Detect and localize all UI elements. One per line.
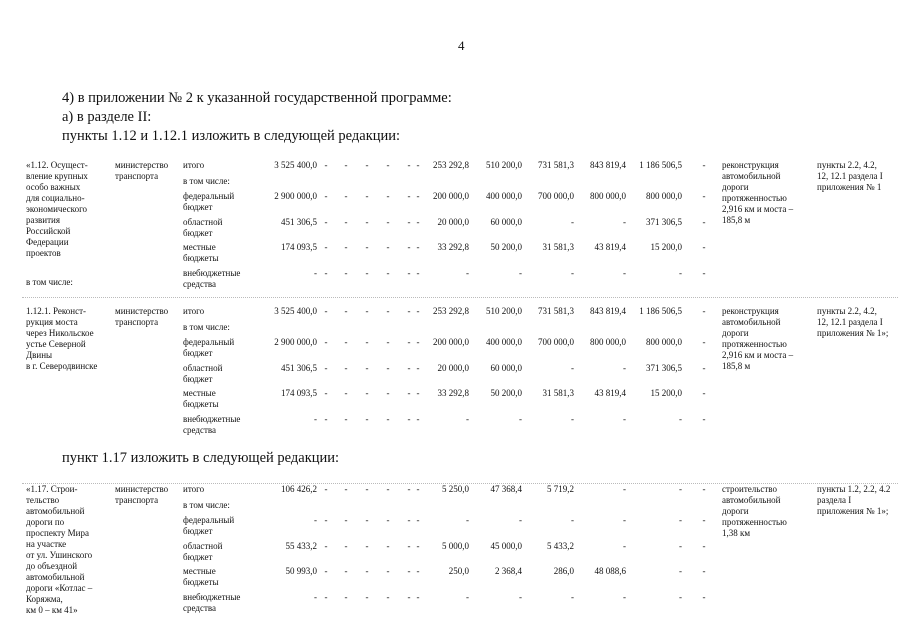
table-cell: 250,0 <box>448 566 469 576</box>
item-name-line: развития <box>26 215 61 225</box>
table-cell: 174 093,5 <box>281 242 317 252</box>
table-cell: 2 368,4 <box>495 566 522 576</box>
table-cell: - <box>416 515 420 525</box>
table-cell: 510 200,0 <box>486 306 522 316</box>
refs-line: приложения № 1»; <box>817 506 889 516</box>
table-cell: - <box>416 363 420 373</box>
row-label: федеральный <box>183 191 235 201</box>
result-line: дороги <box>722 182 749 192</box>
table-cell: 5 719,2 <box>547 484 574 494</box>
table-cell: - <box>416 217 420 227</box>
row-label: итого <box>183 484 205 494</box>
table-cell: - <box>386 306 390 316</box>
item-name-line: «1.12. Осущест- <box>26 160 88 170</box>
result-line: дороги <box>722 506 749 516</box>
table-cell: - <box>365 160 369 170</box>
table-cell: - <box>407 515 411 525</box>
table-cell: - <box>386 217 390 227</box>
table-cell: - <box>702 541 706 551</box>
table-cell: - <box>365 191 369 201</box>
table-cell: 3 525 400,0 <box>274 306 317 316</box>
table-cell: - <box>519 414 522 424</box>
row-label: бюджеты <box>183 253 219 263</box>
table-cell: - <box>365 566 369 576</box>
table-cell: - <box>702 592 706 602</box>
table-cell: - <box>344 337 348 347</box>
table-cell: - <box>702 268 706 278</box>
table-cell: - <box>416 242 420 252</box>
table-cell: - <box>344 268 348 278</box>
table-cell: - <box>365 363 369 373</box>
table-cell: - <box>407 242 411 252</box>
table-cell: 33 292,8 <box>437 388 469 398</box>
result-line: дороги <box>722 328 749 338</box>
table-cell: - <box>324 566 328 576</box>
table-cell: - <box>416 484 420 494</box>
table-cell: - <box>571 515 574 525</box>
row-label: местные <box>183 566 216 576</box>
refs-line: пункты 2.2, 4.2, <box>817 160 877 170</box>
table-cell: 50 200,0 <box>490 388 522 398</box>
table-cell: - <box>324 337 328 347</box>
table-cell: - <box>324 592 328 602</box>
table-cell: - <box>324 363 328 373</box>
page-number: 4 <box>458 38 465 53</box>
row-label: бюджет <box>183 348 213 358</box>
row-label: итого <box>183 160 205 170</box>
table-cell: - <box>407 337 411 347</box>
row-label: бюджеты <box>183 577 219 587</box>
table-cell: 1 186 506,5 <box>639 306 682 316</box>
table-cell: - <box>365 242 369 252</box>
table-cell: - <box>407 414 411 424</box>
item-name-line: Российской <box>26 226 71 236</box>
table-cell: - <box>365 217 369 227</box>
table-cell: - <box>344 566 348 576</box>
table-cell: - <box>324 388 328 398</box>
section-divider <box>22 297 898 298</box>
item-name-line: особо важных <box>26 182 81 192</box>
row-label: в том числе: <box>183 176 230 186</box>
table-cell: - <box>407 160 411 170</box>
table-cell: - <box>416 541 420 551</box>
table-cell: - <box>519 515 522 525</box>
table-cell: 20 000,0 <box>437 217 469 227</box>
table-cell: - <box>407 484 411 494</box>
table-cell: - <box>314 268 317 278</box>
result-line: строительство <box>722 484 777 494</box>
table-cell: - <box>407 217 411 227</box>
table-cell: 48 088,6 <box>594 566 626 576</box>
table-cell: 2 900 000,0 <box>274 191 317 201</box>
item-sub-label: в том числе: <box>26 277 73 287</box>
table-cell: - <box>702 337 706 347</box>
table-cell: 43 819,4 <box>594 242 626 252</box>
table-cell: - <box>571 268 574 278</box>
item-name-line: автомобильной <box>26 572 85 582</box>
table-cell: - <box>386 160 390 170</box>
table-cell: 3 525 400,0 <box>274 160 317 170</box>
table-cell: 843 819,4 <box>590 160 626 170</box>
table-cell: - <box>679 484 682 494</box>
table-cell: 174 093,5 <box>281 388 317 398</box>
table-cell: - <box>702 160 706 170</box>
table-cell: - <box>416 566 420 576</box>
row-label: итого <box>183 306 205 316</box>
table-cell: - <box>416 592 420 602</box>
table-cell: - <box>571 414 574 424</box>
table-cell: 31 581,3 <box>542 388 574 398</box>
table-cell: - <box>407 363 411 373</box>
table-cell: - <box>386 414 390 424</box>
mid-heading: пункт 1.17 изложить в следующей редакции: <box>62 450 340 466</box>
table-cell: - <box>702 363 706 373</box>
row-label: областной <box>183 217 223 227</box>
table-cell: - <box>324 217 328 227</box>
refs-line: 12, 12.1 раздела I <box>817 171 883 181</box>
table-cell: - <box>324 541 328 551</box>
row-label: бюджет <box>183 552 213 562</box>
table-cell: - <box>571 363 574 373</box>
row-label: местные <box>183 242 216 252</box>
table-cell: 47 368,4 <box>490 484 522 494</box>
item-name-line: вление крупных <box>26 171 88 181</box>
agency-line: транспорта <box>115 495 159 505</box>
table-cell: - <box>365 268 369 278</box>
item-name-line: рукция моста <box>26 317 78 327</box>
table-cell: - <box>365 541 369 551</box>
table-cell: - <box>344 160 348 170</box>
intro-line-1: 4) в приложении № 2 к указанной государственной программе: <box>62 90 452 106</box>
table-cell: - <box>702 306 706 316</box>
table-cell: - <box>466 414 469 424</box>
table-cell: - <box>623 592 626 602</box>
refs-line: пункты 1.2, 2.2, 4.2 <box>817 484 891 494</box>
table-cell: - <box>679 566 682 576</box>
table-cell: 50 993,0 <box>285 566 317 576</box>
result-line: 1,38 км <box>722 528 751 538</box>
table-cell: 5 433,2 <box>547 541 574 551</box>
table-cell: - <box>679 414 682 424</box>
table-cell: 731 581,3 <box>538 160 574 170</box>
table-cell: 33 292,8 <box>437 242 469 252</box>
item-name-line: проектов <box>26 248 61 258</box>
table-cell: 400 000,0 <box>486 191 522 201</box>
refs-line: раздела I <box>817 495 852 505</box>
table-cell: - <box>344 191 348 201</box>
table-cell: 700 000,0 <box>538 191 574 201</box>
table-cell: - <box>365 484 369 494</box>
table-cell: 200 000,0 <box>433 191 469 201</box>
table-cell: - <box>365 388 369 398</box>
table-cell: 60 000,0 <box>490 363 522 373</box>
table-cell: 451 306,5 <box>281 363 317 373</box>
result-line: реконструкция <box>722 306 779 316</box>
row-label: в том числе: <box>183 500 230 510</box>
table-cell: - <box>519 268 522 278</box>
result-line: автомобильной <box>722 495 781 505</box>
table-cell: 843 819,4 <box>590 306 626 316</box>
table-cell: - <box>344 242 348 252</box>
row-label: областной <box>183 541 223 551</box>
row-label: федеральный <box>183 337 235 347</box>
result-line: автомобильной <box>722 317 781 327</box>
row-label: средства <box>183 279 217 289</box>
row-label: внебюджетные <box>183 592 241 602</box>
table-cell: - <box>344 306 348 316</box>
table-cell: - <box>386 191 390 201</box>
item-name-line: Коряжма, <box>26 594 63 604</box>
table-cell: 15 200,0 <box>650 242 682 252</box>
table-cell: - <box>314 515 317 525</box>
table-cell: 286,0 <box>553 566 574 576</box>
table-cell: 700 000,0 <box>538 337 574 347</box>
result-line: 2,916 км и моста – <box>722 350 794 360</box>
row-label: бюджет <box>183 526 213 536</box>
table-cell: - <box>623 515 626 525</box>
item-name-line: для социально- <box>26 193 85 203</box>
table-cell: - <box>314 592 317 602</box>
table-cell: - <box>702 217 706 227</box>
table-cell: - <box>407 191 411 201</box>
table-cell: 2 900 000,0 <box>274 337 317 347</box>
refs-line: 12, 12.1 раздела I <box>817 317 883 327</box>
result-line: реконструкция <box>722 160 779 170</box>
table-cell: - <box>416 160 420 170</box>
result-line: протяженностью <box>722 517 787 527</box>
table-cell: 106 426,2 <box>281 484 317 494</box>
row-label: бюджет <box>183 374 213 384</box>
table-cell: - <box>702 191 706 201</box>
table-cell: - <box>623 363 626 373</box>
table-cell: - <box>407 541 411 551</box>
refs-line: пункты 2.2, 4.2, <box>817 306 877 316</box>
table-cell: - <box>386 363 390 373</box>
item-name-line: до объездной <box>26 561 78 571</box>
table-cell: - <box>324 484 328 494</box>
table-cell: - <box>407 592 411 602</box>
table-cell: - <box>365 515 369 525</box>
row-label: средства <box>183 425 217 435</box>
table-cell: - <box>386 592 390 602</box>
table-cell: 371 306,5 <box>646 217 682 227</box>
table-cell: 43 819,4 <box>594 388 626 398</box>
table-cell: - <box>407 388 411 398</box>
table-cell: 800 000,0 <box>590 337 626 347</box>
row-label: местные <box>183 388 216 398</box>
result-line: 2,916 км и моста – <box>722 204 794 214</box>
item-name-line: на участке <box>26 539 67 549</box>
table-cell: 800 000,0 <box>646 191 682 201</box>
table-cell: - <box>416 414 420 424</box>
result-line: протяженностью <box>722 193 787 203</box>
table-cell: - <box>344 363 348 373</box>
table-cell: - <box>466 592 469 602</box>
table-cell: - <box>386 566 390 576</box>
intro-line-2: а) в разделе II: <box>62 109 152 125</box>
table-cell: - <box>344 515 348 525</box>
table-cell: - <box>386 337 390 347</box>
table-cell: - <box>571 217 574 227</box>
item-name-line: км 0 – км 41» <box>26 605 78 615</box>
table-cell: - <box>466 268 469 278</box>
table-cell: - <box>365 414 369 424</box>
row-label: в том числе: <box>183 322 230 332</box>
item-name-line: дороги по <box>26 517 65 527</box>
table-cell: 800 000,0 <box>646 337 682 347</box>
table-cell: - <box>679 541 682 551</box>
table-cell: 253 292,8 <box>433 306 469 316</box>
table-cell: 15 200,0 <box>650 388 682 398</box>
table-cell: - <box>623 217 626 227</box>
table-cell: - <box>679 592 682 602</box>
row-label: бюджеты <box>183 399 219 409</box>
intro-line-3: пункты 1.12 и 1.12.1 изложить в следующей редакции: <box>62 128 401 144</box>
table-cell: - <box>623 541 626 551</box>
table-cell: - <box>623 268 626 278</box>
table-cell: - <box>702 414 706 424</box>
table-cell: 253 292,8 <box>433 160 469 170</box>
table-cell: 800 000,0 <box>590 191 626 201</box>
refs-line: приложения № 1»; <box>817 328 889 338</box>
table-cell: 371 306,5 <box>646 363 682 373</box>
item-name-line: устье Северной <box>26 339 86 349</box>
row-label: бюджет <box>183 202 213 212</box>
table-cell: 200 000,0 <box>433 337 469 347</box>
table-cell: 1 186 506,5 <box>639 160 682 170</box>
table-cell: - <box>623 484 626 494</box>
item-name-line: Федерации <box>26 237 69 247</box>
table-cell: - <box>702 388 706 398</box>
item-name-line: автомобильной <box>26 506 85 516</box>
agency-line: транспорта <box>115 317 159 327</box>
row-label: средства <box>183 603 217 613</box>
table-cell: 31 581,3 <box>542 242 574 252</box>
table-cell: 50 200,0 <box>490 242 522 252</box>
result-line: протяженностью <box>722 339 787 349</box>
table-cell: 55 433,2 <box>285 541 317 551</box>
table-cell: 20 000,0 <box>437 363 469 373</box>
item-name-line: 1.12.1. Реконст- <box>26 306 87 316</box>
result-line: 185,8 м <box>722 361 751 371</box>
table-cell: - <box>702 515 706 525</box>
item-name-line: тельство <box>26 495 60 505</box>
item-name-line: Двины <box>26 350 53 360</box>
table-cell: - <box>344 592 348 602</box>
table-cell: - <box>324 268 328 278</box>
table-cell: - <box>407 268 411 278</box>
table-cell: - <box>407 306 411 316</box>
table-cell: 510 200,0 <box>486 160 522 170</box>
agency-line: транспорта <box>115 171 159 181</box>
table-cell: - <box>679 515 682 525</box>
table-cell: - <box>702 484 706 494</box>
agency-line: министерство <box>115 306 169 316</box>
result-line: 185,8 м <box>722 215 751 225</box>
row-label: областной <box>183 363 223 373</box>
table-cell: - <box>365 306 369 316</box>
table-cell: - <box>416 337 420 347</box>
table-cell: - <box>324 160 328 170</box>
table-cell: 5 250,0 <box>442 484 469 494</box>
refs-line: приложения № 1 <box>817 182 882 192</box>
table-cell: - <box>416 388 420 398</box>
table-cell: - <box>386 268 390 278</box>
table-cell: - <box>407 566 411 576</box>
table-cell: - <box>365 337 369 347</box>
table-cell: - <box>344 388 348 398</box>
table-cell: - <box>386 484 390 494</box>
item-name-line: «1.17. Строи- <box>26 484 78 494</box>
table-cell: - <box>571 592 574 602</box>
table-cell: - <box>324 515 328 525</box>
table-cell: - <box>679 268 682 278</box>
table-cell: - <box>416 268 420 278</box>
table-cell: - <box>386 541 390 551</box>
table-cell: 5 000,0 <box>442 541 469 551</box>
table-cell: - <box>324 191 328 201</box>
agency-line: министерство <box>115 484 169 494</box>
table-cell: - <box>416 191 420 201</box>
table-cell: - <box>623 414 626 424</box>
table-cell: 451 306,5 <box>281 217 317 227</box>
table-cell: 60 000,0 <box>490 217 522 227</box>
table-cell: - <box>324 242 328 252</box>
table-cell: - <box>702 566 706 576</box>
item-name-line: от ул. Ушинского <box>26 550 93 560</box>
table-cell: - <box>386 515 390 525</box>
table-cell: - <box>386 242 390 252</box>
row-label: федеральный <box>183 515 235 525</box>
item-name-line: проспекту Мира <box>26 528 89 538</box>
table-cell: - <box>344 484 348 494</box>
table-cell: 731 581,3 <box>538 306 574 316</box>
item-name-line: в г. Северодвинске <box>26 361 98 371</box>
item-name-line: экономического <box>26 204 88 214</box>
row-label: внебюджетные <box>183 414 241 424</box>
table-cell: - <box>344 541 348 551</box>
table-cell: 400 000,0 <box>486 337 522 347</box>
table-cell: - <box>519 592 522 602</box>
table-cell: - <box>314 414 317 424</box>
item-name-line: через Никольское <box>26 328 94 338</box>
table-cell: 45 000,0 <box>490 541 522 551</box>
table-cell: - <box>466 515 469 525</box>
table-cell: - <box>324 414 328 424</box>
table-cell: - <box>702 242 706 252</box>
agency-line: министерство <box>115 160 169 170</box>
table-cell: - <box>386 388 390 398</box>
item-name-line: дороги «Котлас – <box>26 583 93 593</box>
row-label: бюджет <box>183 228 213 238</box>
table-cell: - <box>365 592 369 602</box>
table-cell: - <box>416 306 420 316</box>
result-line: автомобильной <box>722 171 781 181</box>
table-cell: - <box>344 414 348 424</box>
table-cell: - <box>344 217 348 227</box>
table-cell: - <box>324 306 328 316</box>
row-label: внебюджетные <box>183 268 241 278</box>
